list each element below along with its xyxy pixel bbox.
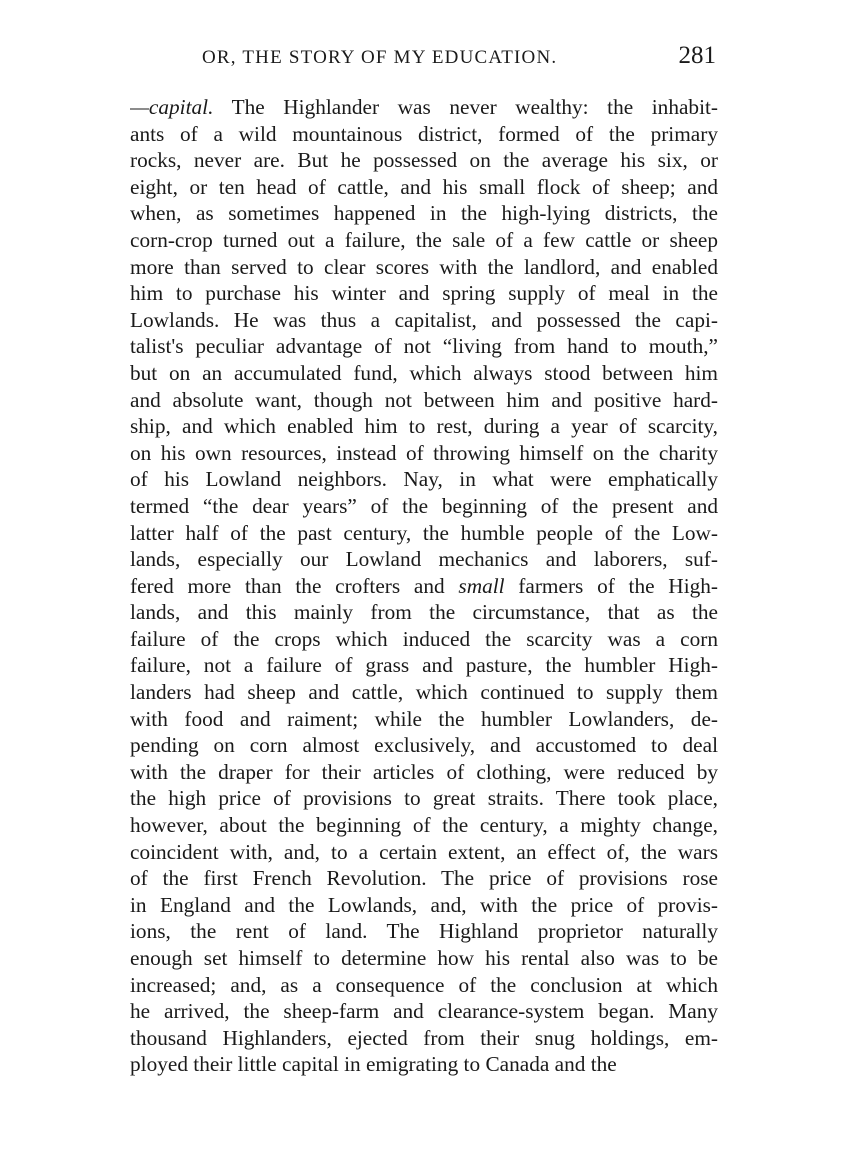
text-run: termed “the dear years” of the beginning of the present and (130, 493, 718, 518)
text-line (130, 839, 718, 866)
text-run: failure, not a failure of grass and pasture, the humbler High- (130, 653, 718, 678)
text-run: however, about the beginning of the century, a mighty change, (130, 813, 718, 838)
text-line (130, 1025, 718, 1052)
text-run: farmers of the High- (504, 573, 718, 598)
text-run: of his Lowland neighbors. Nay, in what were emphatically (130, 467, 718, 492)
text-line (130, 121, 718, 148)
text-run: enough set himself to determine how his rental also was to be (130, 946, 718, 970)
text-run: increased; and, as a consequence of the conclusion at which (130, 972, 718, 997)
page-number: 281 (678, 42, 716, 69)
text-line (130, 626, 718, 653)
italic-text: —capital. (130, 95, 214, 119)
text-run: he arrived, the sheep-farm and clearance-system began. Many (130, 999, 718, 1024)
text-line (130, 865, 718, 892)
text-run: failure of the crops which induced the scarcity was a corn (130, 626, 718, 651)
text-line (130, 227, 718, 254)
text-run: lands, especially our Lowland mechanics and laborers, suf- (130, 547, 718, 572)
text-run: lands, and this mainly from the circumstance, that as the (130, 600, 718, 625)
page-header (130, 44, 720, 74)
text-line (130, 812, 718, 839)
text-line (130, 945, 718, 972)
text-line (130, 466, 718, 493)
text-run: latter half of the past century, the humble people of the Low- (130, 520, 718, 545)
text-line (130, 254, 718, 281)
running-title: OR, THE STORY OF MY EDUCATION. (202, 47, 558, 68)
text-run: when, as sometimes happened in the high-lying districts, the (130, 201, 718, 226)
text-line (130, 94, 718, 121)
text-run: on his own resources, instead of throwing himself on the charity (130, 440, 718, 465)
text-line (130, 599, 718, 626)
text-line (130, 652, 718, 679)
text-run: Lowlands. He was thus a capitalist, and possessed the capi- (130, 307, 718, 332)
text-line (130, 573, 718, 600)
text-line (130, 147, 718, 174)
text-line (130, 918, 718, 945)
text-run: ants of a wild mountainous district, formed of the primary (130, 121, 718, 146)
italic-text: small (458, 573, 505, 598)
body-text (130, 94, 718, 1078)
text-run: landers had sheep and cattle, which continued to supply them (130, 680, 718, 705)
text-line (130, 546, 718, 573)
text-line (130, 706, 718, 733)
text-run: ship, and which enabled him to rest, during a year of scarcity, (130, 414, 718, 439)
text-line (130, 732, 718, 759)
text-line (130, 440, 718, 467)
text-line (130, 520, 718, 547)
text-run: pending on corn almost exclusively, and accustomed to deal (130, 733, 718, 758)
text-line (130, 759, 718, 786)
text-run: eight, or ten head of cattle, and his small flock of sheep; and (130, 174, 718, 199)
text-line (130, 785, 718, 812)
text-run: of the first French Revolution. The price of provisions rose (130, 866, 718, 891)
text-run: and absolute want, though not between him and positive hard- (130, 387, 718, 412)
text-run: in England and the Lowlands, and, with the price of provis- (130, 892, 718, 917)
text-line (130, 998, 718, 1025)
text-run: with food and raiment; while the humbler Lowlanders, de- (130, 706, 718, 731)
text-run: ployed their little capital in emigrating to Canada and the (130, 1052, 617, 1077)
text-run: fered more than the crofters and (130, 573, 459, 598)
text-run: ions, the rent of land. The Highland proprietor naturally (130, 919, 718, 944)
text-line (130, 307, 718, 334)
text-run: corn-crop turned out a failure, the sale of a few cattle or sheep (130, 227, 718, 252)
text-line (130, 174, 718, 201)
text-line (130, 333, 718, 360)
text-run: rocks, never are. But he possessed on the average his six, or (130, 148, 718, 173)
text-run: coincident with, and, to a certain extent, an effect of, the wars (130, 839, 718, 864)
text-run: talist's peculiar advantage of not “living from hand to mouth,” (130, 334, 718, 359)
text-line (130, 1051, 718, 1078)
text-run: the high price of provisions to great straits. There took place, (130, 786, 718, 811)
text-run: The Highlander was never wealthy: the inhabit- (213, 95, 718, 119)
text-line (130, 387, 718, 414)
text-run: but on an accumulated fund, which always stood between him (130, 360, 718, 385)
text-run: more than served to clear scores with the landlord, and enabled (130, 254, 718, 279)
text-line (130, 360, 718, 387)
text-run: thousand Highlanders, ejected from their snug holdings, em- (130, 1025, 718, 1050)
text-run: him to purchase his winter and spring supply of meal in the (130, 281, 718, 306)
text-line (130, 200, 718, 227)
text-line (130, 280, 718, 307)
text-line (130, 972, 718, 999)
text-line (130, 892, 718, 919)
text-line (130, 493, 718, 520)
text-run: with the draper for their articles of clothing, were reduced by (130, 759, 718, 784)
text-line (130, 413, 718, 440)
text-line (130, 679, 718, 706)
